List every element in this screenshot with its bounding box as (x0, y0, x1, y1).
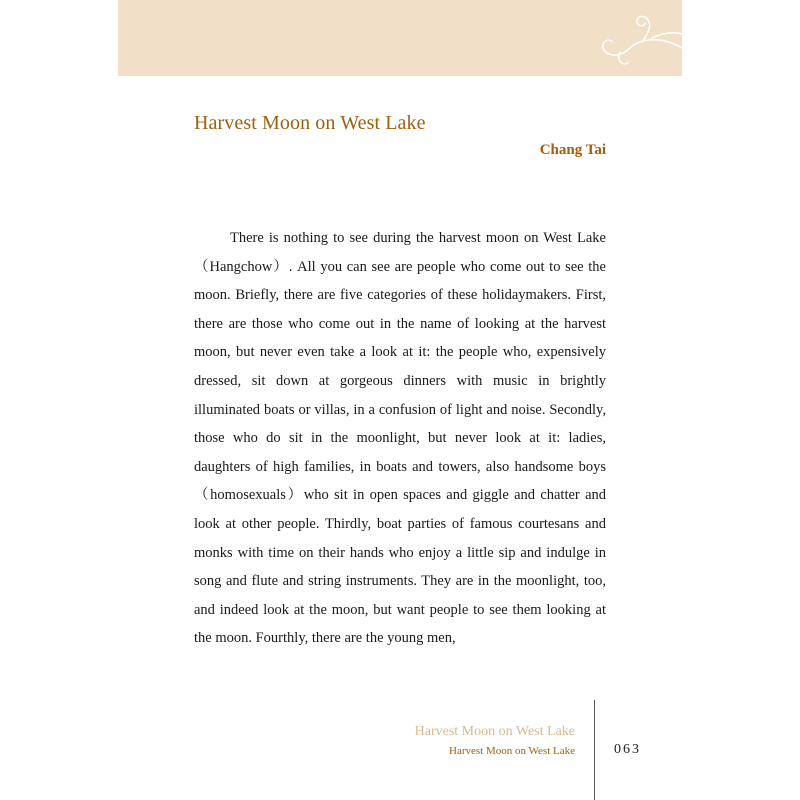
scroll-flourish-icon (592, 8, 682, 68)
running-title: Harvest Moon on West Lake (414, 724, 575, 739)
page-number: 063 (614, 742, 641, 757)
book-page (118, 0, 682, 800)
article-title: Harvest Moon on West Lake (194, 112, 426, 134)
running-subtitle: Harvest Moon on West Lake (449, 745, 575, 757)
article-author: Chang Tai (539, 142, 606, 158)
article-body: There is nothing to see during the harvest moon on West Lake（Hangchow）. All you can see are people who come out to see the moon. Briefly, there are five categories of these holidaymakers. First, there are those who come out in the name of looking at the harvest moon, but never even take a look at it: the people who, expensively dressed, sit down at gorgeous dinners with music in brightly illuminated boats or villas, in a confusion of light and noise. Secondly, those who do sit in the moonlight, but never look at it: ladies, daughters of high families, in boats and towers, also handsome boys（homosexuals）who sit in open spaces and giggle and chatter and look at other people. Thirdly, boat parties of famous courtesans and monks with time on their hands who enjoy a little sip and indulge in song and flute and string instruments. They are in the moonlight, too, and indeed look at the moon, but want people to see them looking at the moon. Fourthly, there are the young men, (194, 230, 606, 647)
header-band (118, 0, 682, 76)
footer-divider (594, 700, 595, 800)
